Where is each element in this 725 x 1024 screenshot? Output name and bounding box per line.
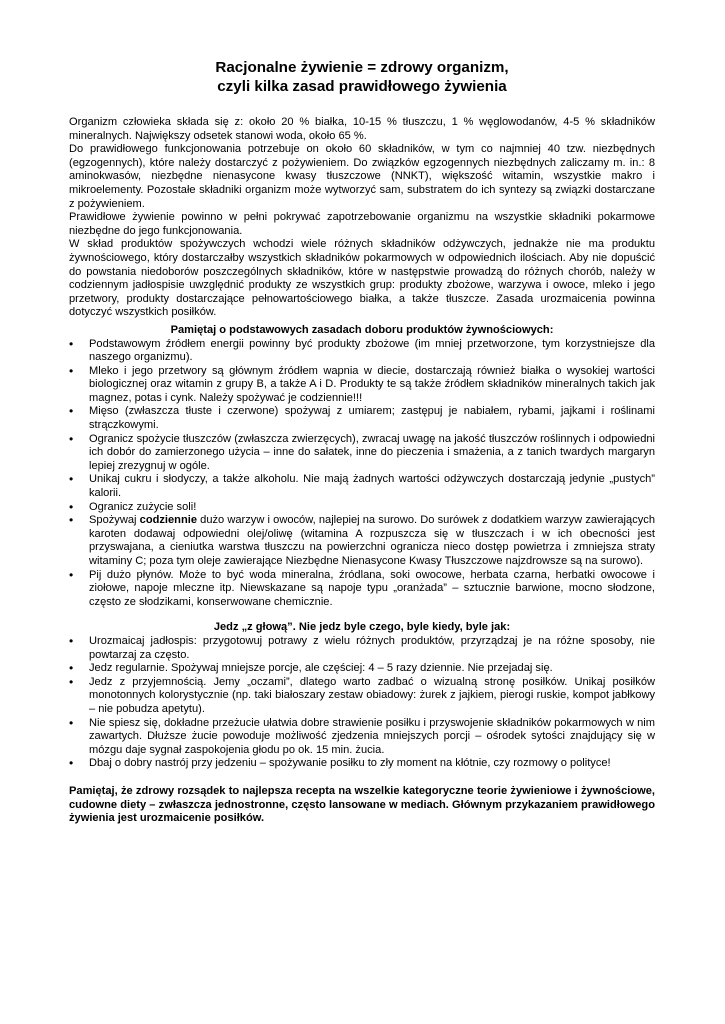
intro-paragraph: Prawidłowe żywienie powinno w pełni pokrywać zapotrzebowanie organizmu na wszystkie składniki pokarmowe niezbędne do jego funkcjonowania. — [69, 211, 655, 237]
list-item: • Jedz regularnie. Spożywaj mniejsze porcje, ale częściej: 4 – 5 razy dziennie. Nie przejadaj się. — [69, 662, 655, 676]
intro-section — [69, 116, 655, 320]
list-item: • Pij dużo płynów. Może to być woda mineralna, źródlana, soki owocowe, herbata czarna, herbatki owocowe i ziołowe, napoje mleczne itp. Niewskazane są napoje typu „oranżada” – sztucznie barwione, mocno słodzone, często ze słodzikami, konserwowane chemicznie. — [69, 569, 655, 610]
spacer — [69, 609, 655, 621]
closing-paragraph: Pamiętaj, że zdrowy rozsądek to najlepsza recepta na wszelkie kategoryczne teorie żywieniowe i żywnościowe, cudowne diety – zwłaszcza jednostronne, często lansowane w mediach. Głównym przykazaniem prawidłowego żywienia jest urozmaicenie posiłków. — [69, 784, 655, 825]
list-item-text: dużo warzyw i owoców, najlepiej na surowo. Do surówek z dodatkiem warzyw zawierających karoten dodawaj odpowiedni olej/oliwę (witamina A rozpuszcza się w tłuszczach i w ich obecności jest przyswajana, a cieniutka warstwa tłuszczu na powierzchni ogranicza nieco dostęp powietrza i zmniejsza straty witaminy C; poza tym oleje zawierające Niezbędne Nienasycone Kwasy Tłuszczowe najzdrowsze są na surowo). — [89, 514, 656, 567]
section-heading-eating-habits: Jedz „z głową”. Nie jedz byle czego, byle kiedy, byle jak: — [213, 621, 511, 634]
document-title — [69, 58, 655, 96]
list-item: • Ogranicz zużycie soli! — [69, 501, 655, 515]
list-item: • Mięso (zwłaszcza tłuste i czerwone) spożywaj z umiarem; zastępuj je nabiałem, rybami, jajkami i roślinami strączkowymi. — [69, 405, 655, 432]
eating-habits-list — [69, 635, 655, 771]
list-item: • Urozmaicaj jadłospis: przygotowuj potrawy z wielu różnych produktów, przyrządzaj je na różne sposoby, nie powtarzaj za często. — [69, 635, 655, 662]
title-line-2: czyli kilka zasad prawidłowego żywienia — [217, 78, 507, 95]
list-item-text: Spożywaj — [89, 514, 140, 527]
list-item-vegetables — [69, 514, 655, 568]
list-item: • Ogranicz spożycie tłuszczów (zwłaszcza zwierzęcych), zwracaj uwagę na jakość tłuszczów roślinnych i odpowiedni ich dobór do zamierzonego użycia – inne do sałatek, inne do pieczenia i smażenia, a z tanich twardych margaryn lepiej zrezygnuj w ogóle. — [69, 433, 655, 474]
list-item: • Podstawowym źródłem energii powinny być produkty zbożowe (im mniej przetworzone, tym korzystniejsze dla naszego organizmu). — [69, 338, 655, 365]
list-item: • Unikaj cukru i słodyczy, a także alkoholu. Nie mają żadnych wartości odżywczych dostarczają jedynie „pustych” kalorii. — [69, 473, 655, 500]
intro-paragraph: W skład produktów spożywczych wchodzi wiele różnych składników odżywczych, jednakże nie ma produktu żywnościowego, który dostarczałby wszystkich składników pokarmowych w odpowiednich ilościach. Aby nie dopuścić do powstania niedoborów poszczególnych składników, które w następstwie prowadzą do różnych chorób, należy w codziennym jadłospisie uwzględnić produkty ze wszystkich grup: produkty zbożowe, warzywa i owoce, mleko i jego przetwory, produkty dostarczające pełnowartościowego białka, a także tłuszcze. Zasada urozmaicenia powinna dotyczyć wszystkich posiłków. — [69, 238, 655, 319]
intro-paragraph: Do prawidłowego funkcjonowania potrzebuje on około 60 składników, w tym co najmniej 40 tzw. niezbędnych (egzogennych), które należy dostarczyć z pożywieniem. Do związków egzogennych niezbędnych zaliczamy m. in.: 8 aminokwasów, niezbędne nienasycone kwasy tłuszczowe (NNKT), większość witamin, wszystkie makro i mikroelementy. Pozostałe składniki organizm może wytworzyć sam, substratem do ich syntezy są związki dostarczane z pożywieniem. — [69, 143, 655, 210]
list-item-emphasis: codziennie — [139, 514, 197, 527]
list-item: • Mleko i jego przetwory są głównym źródłem wapnia w diecie, dostarczają również białka o wysokiej wartości biologicznej oraz witamin z grupy B, a także A i D. Produkty te są także źródłem składników mineralnych takich jak magnez, potas i cynk. Należy spożywać je codziennie!!! — [69, 365, 655, 406]
product-rules-list — [69, 338, 655, 610]
title-line-1: Racjonalne żywienie = zdrowy organizm, — [215, 59, 509, 76]
section-heading-product-rules: Pamiętaj o podstawowych zasadach doboru produktów żywnościowych: — [170, 323, 554, 336]
intro-paragraph: Organizm człowieka składa się z: około 20 % białka, 10-15 % tłuszczu, 1 % węglowodanów, 4-5 % składników mineralnych. Największy odsetek stanowi woda, około 65 %. — [69, 116, 655, 142]
list-item: • Dbaj o dobry nastrój przy jedzeniu – spożywanie posiłku to zły moment na kłótnie, czy rozmowy o polityce! — [69, 757, 655, 771]
list-item: • Jedz z przyjemnością. Jemy „oczami”, dlatego warto zadbać o wizualną stronę posiłków. Unikaj posiłków monotonnych kolorystycznie (np. taki białoszary zestaw obiadowy: żurek z jajkiem, pierogi ruskie, kompot jabłkowy – nie pobudza apetytu). — [69, 676, 655, 717]
list-item: • Nie spiesz się, dokładne przeżucie ułatwia dobre strawienie posiłku i przyswojenie składników pokarmowych w nim zawartych. Dłuższe żucie powoduje możliwość zjedzenia mniejszych porcji – ośrodek sytości znajdujący się w mózgu daje sygnał zaspokojenia głodu po ok. 15 min. żucia. — [69, 717, 655, 758]
